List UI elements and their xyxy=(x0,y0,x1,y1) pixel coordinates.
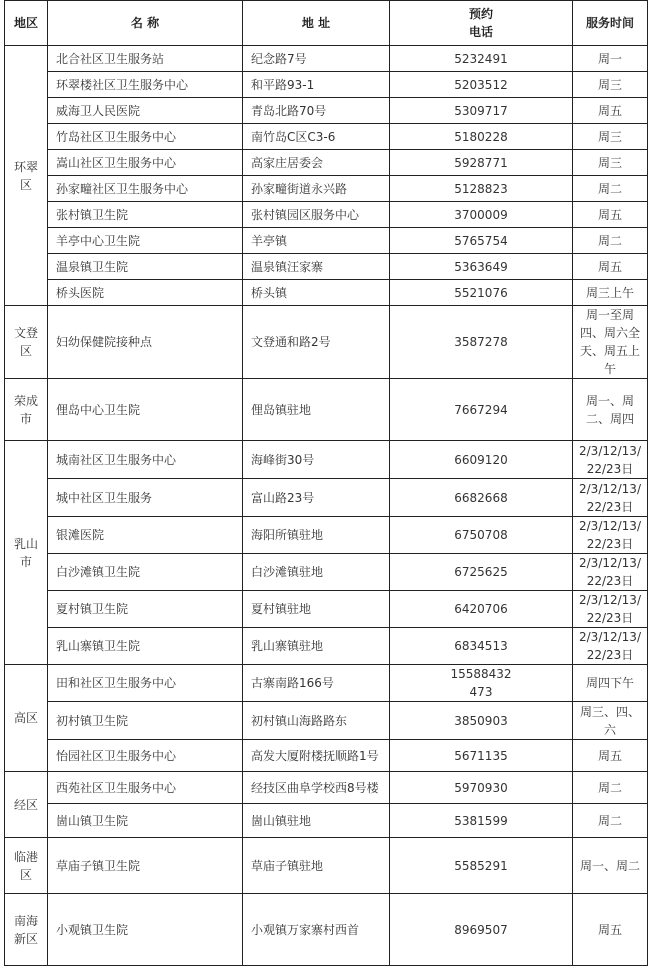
header-region: 地区 xyxy=(5,1,48,46)
table-row xyxy=(5,306,648,379)
address-cell: 白沙滩镇驻地 xyxy=(243,554,390,591)
time-cell: 周一、周二 xyxy=(573,838,648,894)
phone-cell xyxy=(390,150,573,176)
address-cell: 羊亭镇 xyxy=(243,228,390,254)
header-row xyxy=(5,1,648,46)
phone-cell xyxy=(390,72,573,98)
address-cell: 张村镇园区服务中心 xyxy=(243,202,390,228)
name-cell: 怡园社区卫生服务中心 xyxy=(48,740,243,772)
table-row xyxy=(5,772,648,804)
phone-number: 5180228 xyxy=(454,129,508,144)
name-cell: 小观镇卫生院 xyxy=(48,894,243,966)
phone-cell xyxy=(390,665,573,702)
region-cell: 高区 xyxy=(5,665,48,772)
phone-cell xyxy=(390,554,573,591)
table-row xyxy=(5,202,648,228)
address-cell: 南竹岛C区C3-6 xyxy=(243,124,390,150)
phone-cell xyxy=(390,591,573,628)
phone-cell xyxy=(390,280,573,306)
table-row xyxy=(5,838,648,894)
phone-number: 5381599 xyxy=(454,813,508,828)
phone-number: 5309717 xyxy=(454,103,508,118)
name-cell: 羊亭中心卫生院 xyxy=(48,228,243,254)
time-cell: 周二 xyxy=(573,176,648,202)
name-cell: 环翠楼社区卫生服务中心 xyxy=(48,72,243,98)
region-cell: 南海新区 xyxy=(5,894,48,966)
phone-cell xyxy=(390,46,573,72)
phone-cell xyxy=(390,379,573,441)
phone-number: 5970930 xyxy=(454,780,508,795)
address-cell: 桥头镇 xyxy=(243,280,390,306)
time-cell: 周五 xyxy=(573,740,648,772)
name-cell: 白沙滩镇卫生院 xyxy=(48,554,243,591)
header-address: 地 址 xyxy=(243,1,390,46)
table-row xyxy=(5,98,648,124)
header-time: 服务时间 xyxy=(573,1,648,46)
phone-number: 5671135 xyxy=(454,748,508,763)
time-cell: 2/3/12/13/22/23日 xyxy=(573,479,648,517)
table-row xyxy=(5,517,648,554)
address-cell: 草庙子镇驻地 xyxy=(243,838,390,894)
phone-cell xyxy=(390,254,573,280)
region-cell: 荣成市 xyxy=(5,379,48,441)
time-cell: 周三 xyxy=(573,124,648,150)
phone-number: 3587278 xyxy=(454,335,508,349)
table-row xyxy=(5,479,648,517)
name-cell: 竹岛社区卫生服务中心 xyxy=(48,124,243,150)
table-row xyxy=(5,554,648,591)
address-cell: 初村镇山海路路东 xyxy=(243,702,390,740)
phone-number: 7667294 xyxy=(454,402,508,417)
name-cell: 银滩医院 xyxy=(48,517,243,554)
address-cell: 富山路23号 xyxy=(243,479,390,517)
phone-cell xyxy=(390,740,573,772)
time-cell: 周五 xyxy=(573,894,648,966)
phone-number: 6609120 xyxy=(454,452,508,467)
phone-number: 6750708 xyxy=(454,528,508,542)
phone-cell xyxy=(390,894,573,966)
time-cell: 2/3/12/13/22/23日 xyxy=(573,554,648,591)
address-cell: 温泉镇汪家寨 xyxy=(243,254,390,280)
time-cell: 周一至周四、周六全天、周五上午 xyxy=(573,306,648,379)
phone-cell xyxy=(390,306,573,379)
time-cell: 周三 xyxy=(573,72,648,98)
phone-cell xyxy=(390,441,573,479)
region-cell: 乳山市 xyxy=(5,441,48,665)
name-cell: 草庙子镇卫生院 xyxy=(48,838,243,894)
address-cell: 高家庄居委会 xyxy=(243,150,390,176)
time-cell: 周四下午 xyxy=(573,665,648,702)
address-cell: 和平路93-1 xyxy=(243,72,390,98)
time-cell: 2/3/12/13/22/23日 xyxy=(573,628,648,665)
phone-number: 5232491 xyxy=(454,51,508,66)
table-row xyxy=(5,254,648,280)
header-phone xyxy=(390,1,573,46)
address-cell: 乳山寨镇驻地 xyxy=(243,628,390,665)
table-row xyxy=(5,46,648,72)
phone-number: 8969507 xyxy=(454,922,508,937)
header-phone-line2: 电话 xyxy=(468,25,493,39)
address-cell: 经技区曲阜学校西8号楼 xyxy=(243,772,390,804)
name-cell: 崮山镇卫生院 xyxy=(48,804,243,838)
time-cell: 周二 xyxy=(573,228,648,254)
phone-cell xyxy=(390,202,573,228)
phone-number: 5521076 xyxy=(454,285,508,300)
name-cell: 桥头医院 xyxy=(48,280,243,306)
name-cell: 威海卫人民医院 xyxy=(48,98,243,124)
time-cell: 2/3/12/13/22/23日 xyxy=(573,591,648,628)
address-cell: 孙家疃街道永兴路 xyxy=(243,176,390,202)
phone-cell xyxy=(390,176,573,202)
phone-number: 6682668 xyxy=(454,490,508,505)
table-row xyxy=(5,176,648,202)
table-container xyxy=(4,0,648,966)
table-body xyxy=(5,46,648,966)
phone-number: 5928771 xyxy=(454,155,508,170)
header-name: 名 称 xyxy=(48,1,243,46)
phone-cell xyxy=(390,98,573,124)
phone-cell xyxy=(390,628,573,665)
table-row xyxy=(5,150,648,176)
table-row xyxy=(5,228,648,254)
time-cell: 2/3/12/13/22/23日 xyxy=(573,441,648,479)
time-cell: 周二 xyxy=(573,804,648,838)
name-cell: 城中社区卫生服务 xyxy=(48,479,243,517)
table-row xyxy=(5,379,648,441)
region-cell: 文登区 xyxy=(5,306,48,379)
table-row xyxy=(5,894,648,966)
time-cell: 周五 xyxy=(573,202,648,228)
time-cell: 周五 xyxy=(573,98,648,124)
name-cell: 田和社区卫生服务中心 xyxy=(48,665,243,702)
address-cell: 海峰街30号 xyxy=(243,441,390,479)
name-cell: 孙家疃社区卫生服务中心 xyxy=(48,176,243,202)
phone-cell xyxy=(390,479,573,517)
table-row xyxy=(5,591,648,628)
phone-number: 3700009 xyxy=(454,207,508,222)
name-cell: 城南社区卫生服务中心 xyxy=(48,441,243,479)
phone-number: 5585291 xyxy=(454,858,508,873)
address-cell: 夏村镇驻地 xyxy=(243,591,390,628)
phone-cell xyxy=(390,838,573,894)
phone-cell xyxy=(390,702,573,740)
time-cell: 周三 xyxy=(573,150,648,176)
region-cell: 经区 xyxy=(5,772,48,838)
phone-number: 5765754 xyxy=(454,233,508,248)
address-cell: 俚岛镇驻地 xyxy=(243,379,390,441)
region-cell: 环翠区 xyxy=(5,46,48,306)
time-cell: 2/3/12/13/22/23日 xyxy=(573,517,648,554)
phone-cell xyxy=(390,124,573,150)
phone-cell xyxy=(390,517,573,554)
address-cell: 小观镇万家寨村西首 xyxy=(243,894,390,966)
phone-number: 5203512 xyxy=(454,77,508,92)
table-row xyxy=(5,72,648,98)
table-row xyxy=(5,441,648,479)
address-cell: 崮山镇驻地 xyxy=(243,804,390,838)
phone-cell xyxy=(390,228,573,254)
address-cell: 古寨南路166号 xyxy=(243,665,390,702)
header-phone-line1: 预约 xyxy=(468,7,493,21)
table-row xyxy=(5,804,648,838)
time-cell: 周三上午 xyxy=(573,280,648,306)
phone-number: 5363649 xyxy=(454,259,508,274)
name-cell: 夏村镇卫生院 xyxy=(48,591,243,628)
phone-number: 6834513 xyxy=(454,639,508,653)
table-row xyxy=(5,702,648,740)
name-cell: 张村镇卫生院 xyxy=(48,202,243,228)
name-cell: 俚岛中心卫生院 xyxy=(48,379,243,441)
address-cell: 纪念路7号 xyxy=(243,46,390,72)
name-cell: 初村镇卫生院 xyxy=(48,702,243,740)
table-row xyxy=(5,665,648,702)
address-cell: 高发大厦附楼抚顺路1号 xyxy=(243,740,390,772)
address-cell: 海阳所镇驻地 xyxy=(243,517,390,554)
name-cell: 乳山寨镇卫生院 xyxy=(48,628,243,665)
address-cell: 青岛北路70号 xyxy=(243,98,390,124)
table-row xyxy=(5,124,648,150)
name-cell: 北合社区卫生服务站 xyxy=(48,46,243,72)
time-cell: 周三、四、六 xyxy=(573,702,648,740)
phone-number: 15588432473 xyxy=(450,667,512,699)
region-cell: 临港区 xyxy=(5,838,48,894)
phone-cell xyxy=(390,804,573,838)
table-row xyxy=(5,628,648,665)
time-cell: 周二 xyxy=(573,772,648,804)
phone-number: 3850903 xyxy=(454,713,508,728)
name-cell: 西苑社区卫生服务中心 xyxy=(48,772,243,804)
name-cell: 嵩山社区卫生服务中心 xyxy=(48,150,243,176)
table-row xyxy=(5,740,648,772)
phone-number: 5128823 xyxy=(454,181,508,196)
time-cell: 周一 xyxy=(573,46,648,72)
phone-number: 6725625 xyxy=(454,565,508,579)
time-cell: 周五 xyxy=(573,254,648,280)
table-row xyxy=(5,280,648,306)
name-cell: 温泉镇卫生院 xyxy=(48,254,243,280)
phone-cell xyxy=(390,772,573,804)
time-cell: 周一、周二、周四 xyxy=(573,379,648,441)
clinic-schedule-table xyxy=(4,0,648,966)
name-cell: 妇幼保健院接种点 xyxy=(48,306,243,379)
phone-number: 6420706 xyxy=(454,602,508,616)
address-cell: 文登通和路2号 xyxy=(243,306,390,379)
